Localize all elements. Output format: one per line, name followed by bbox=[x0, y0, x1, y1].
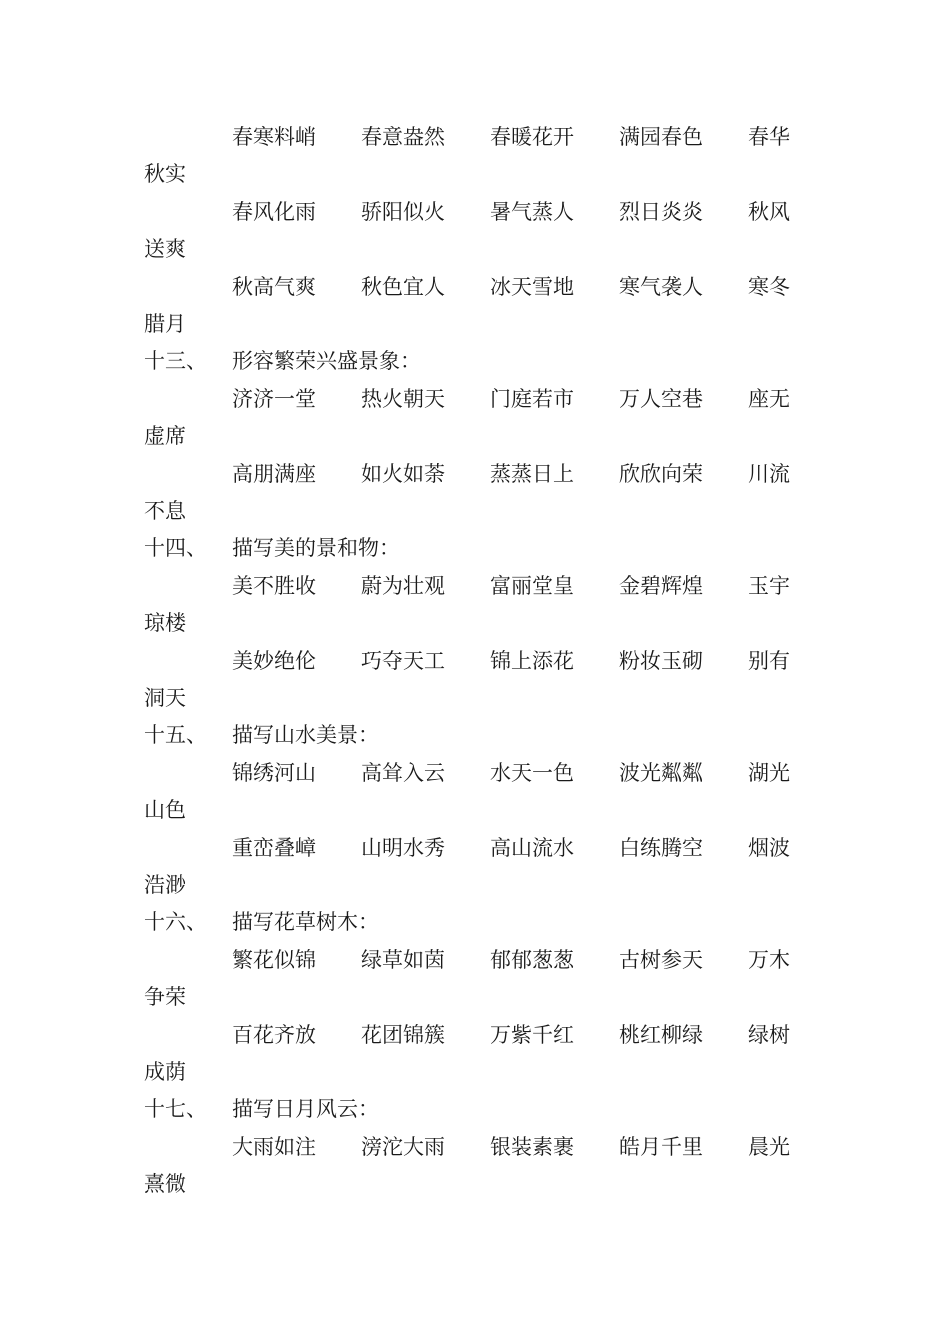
idiom-row bbox=[0, 571, 950, 601]
idiom: 银装素裹 bbox=[490, 1135, 574, 1159]
idiom-row-continuation bbox=[0, 608, 950, 638]
idiom: 万人空巷 bbox=[619, 387, 703, 411]
idiom-row-continuation bbox=[0, 234, 950, 264]
idiom: 锦绣河山 bbox=[232, 761, 316, 785]
idiom-row-continuation bbox=[0, 421, 950, 451]
idiom: 门庭若市 bbox=[490, 387, 574, 411]
idiom-continuation: 争荣 bbox=[144, 985, 186, 1009]
idiom: 金碧辉煌 bbox=[619, 574, 703, 598]
idiom: 烈日炎炎 bbox=[619, 200, 703, 224]
idiom-row bbox=[0, 197, 950, 227]
idiom-row-continuation bbox=[0, 870, 950, 900]
idiom: 美不胜收 bbox=[232, 574, 316, 598]
idiom: 古树参天 bbox=[619, 948, 703, 972]
idiom-row bbox=[0, 122, 950, 152]
idiom-continuation: 秋实 bbox=[144, 162, 186, 186]
idiom-continuation: 山色 bbox=[144, 798, 186, 822]
idiom: 粉妆玉砌 bbox=[619, 649, 703, 673]
idiom-row bbox=[0, 384, 950, 414]
idiom-row-continuation bbox=[0, 309, 950, 339]
idiom-continuation: 熹微 bbox=[144, 1172, 186, 1196]
section-number: 十五、 bbox=[144, 723, 207, 747]
idiom: 皓月千里 bbox=[619, 1135, 703, 1159]
idiom: 别有 bbox=[748, 649, 790, 673]
idiom: 春意盎然 bbox=[361, 125, 445, 149]
idiom-continuation: 送爽 bbox=[144, 237, 186, 261]
idiom: 春暖花开 bbox=[490, 125, 574, 149]
idiom-row bbox=[0, 459, 950, 489]
section-number: 十六、 bbox=[144, 910, 207, 934]
idiom: 花团锦簇 bbox=[361, 1023, 445, 1047]
idiom: 热火朝天 bbox=[361, 387, 445, 411]
idiom-row bbox=[0, 1132, 950, 1162]
idiom-row-continuation bbox=[0, 683, 950, 713]
idiom: 美妙绝伦 bbox=[232, 649, 316, 673]
idiom: 晨光 bbox=[748, 1135, 790, 1159]
idiom: 巧夺天工 bbox=[361, 649, 445, 673]
section-title: 描写花草树木： bbox=[232, 910, 379, 934]
section-heading bbox=[0, 533, 950, 563]
idiom: 玉宇 bbox=[748, 574, 790, 598]
idiom-continuation: 琼楼 bbox=[144, 611, 186, 635]
idiom: 高耸入云 bbox=[361, 761, 445, 785]
idiom-continuation: 浩渺 bbox=[144, 873, 186, 897]
idiom: 百花齐放 bbox=[232, 1023, 316, 1047]
idiom: 春华 bbox=[748, 125, 790, 149]
idiom-row bbox=[0, 1020, 950, 1050]
idiom-row bbox=[0, 646, 950, 676]
idiom: 川流 bbox=[748, 462, 790, 486]
idiom-row bbox=[0, 945, 950, 975]
idiom-row-continuation bbox=[0, 159, 950, 189]
idiom: 寒冬 bbox=[748, 275, 790, 299]
idiom: 绿草如茵 bbox=[361, 948, 445, 972]
section-number: 十四、 bbox=[144, 536, 207, 560]
idiom: 秋高气爽 bbox=[232, 275, 316, 299]
section-title: 描写美的景和物： bbox=[232, 536, 400, 560]
section-heading bbox=[0, 907, 950, 937]
idiom: 桃红柳绿 bbox=[619, 1023, 703, 1047]
idiom: 水天一色 bbox=[490, 761, 574, 785]
idiom: 骄阳似火 bbox=[361, 200, 445, 224]
idiom-continuation: 成荫 bbox=[144, 1060, 186, 1084]
section-heading bbox=[0, 1094, 950, 1124]
idiom: 蒸蒸日上 bbox=[490, 462, 574, 486]
idiom: 湖光 bbox=[748, 761, 790, 785]
idiom-row-continuation bbox=[0, 795, 950, 825]
idiom: 济济一堂 bbox=[232, 387, 316, 411]
idiom: 烟波 bbox=[748, 836, 790, 860]
idiom: 秋风 bbox=[748, 200, 790, 224]
idiom: 暑气蒸人 bbox=[490, 200, 574, 224]
section-title: 描写日月风云： bbox=[232, 1097, 379, 1121]
idiom: 如火如荼 bbox=[361, 462, 445, 486]
idiom-row-continuation bbox=[0, 982, 950, 1012]
idiom-continuation: 虚席 bbox=[144, 424, 186, 448]
idiom-row bbox=[0, 758, 950, 788]
idiom-continuation: 洞天 bbox=[144, 686, 186, 710]
idiom: 满园春色 bbox=[619, 125, 703, 149]
section-heading bbox=[0, 720, 950, 750]
idiom: 冰天雪地 bbox=[490, 275, 574, 299]
idiom-continuation: 腊月 bbox=[144, 312, 186, 336]
idiom: 大雨如注 bbox=[232, 1135, 316, 1159]
idiom: 滂沱大雨 bbox=[361, 1135, 445, 1159]
idiom: 高朋满座 bbox=[232, 462, 316, 486]
idiom: 高山流水 bbox=[490, 836, 574, 860]
idiom: 郁郁葱葱 bbox=[490, 948, 574, 972]
idiom-row-continuation bbox=[0, 496, 950, 526]
idiom: 锦上添花 bbox=[490, 649, 574, 673]
idiom: 重峦叠嶂 bbox=[232, 836, 316, 860]
idiom: 寒气袭人 bbox=[619, 275, 703, 299]
idiom-row bbox=[0, 833, 950, 863]
section-title: 形容繁荣兴盛景象： bbox=[232, 349, 421, 373]
section-number: 十三、 bbox=[144, 349, 207, 373]
idiom: 万紫千红 bbox=[490, 1023, 574, 1047]
idiom-continuation: 不息 bbox=[144, 499, 186, 523]
idiom: 绿树 bbox=[748, 1023, 790, 1047]
section-title: 描写山水美景： bbox=[232, 723, 379, 747]
idiom-row bbox=[0, 272, 950, 302]
idiom-row-continuation bbox=[0, 1057, 950, 1087]
idiom: 山明水秀 bbox=[361, 836, 445, 860]
idiom: 蔚为壮观 bbox=[361, 574, 445, 598]
idiom: 座无 bbox=[748, 387, 790, 411]
section-number: 十七、 bbox=[144, 1097, 207, 1121]
idiom: 万木 bbox=[748, 948, 790, 972]
idiom: 欣欣向荣 bbox=[619, 462, 703, 486]
idiom: 繁花似锦 bbox=[232, 948, 316, 972]
idiom: 春寒料峭 bbox=[232, 125, 316, 149]
idiom: 波光粼粼 bbox=[619, 761, 703, 785]
idiom: 白练腾空 bbox=[619, 836, 703, 860]
idiom: 秋色宜人 bbox=[361, 275, 445, 299]
idiom: 春风化雨 bbox=[232, 200, 316, 224]
section-heading bbox=[0, 346, 950, 376]
idiom: 富丽堂皇 bbox=[490, 574, 574, 598]
idiom-row-continuation bbox=[0, 1169, 950, 1199]
